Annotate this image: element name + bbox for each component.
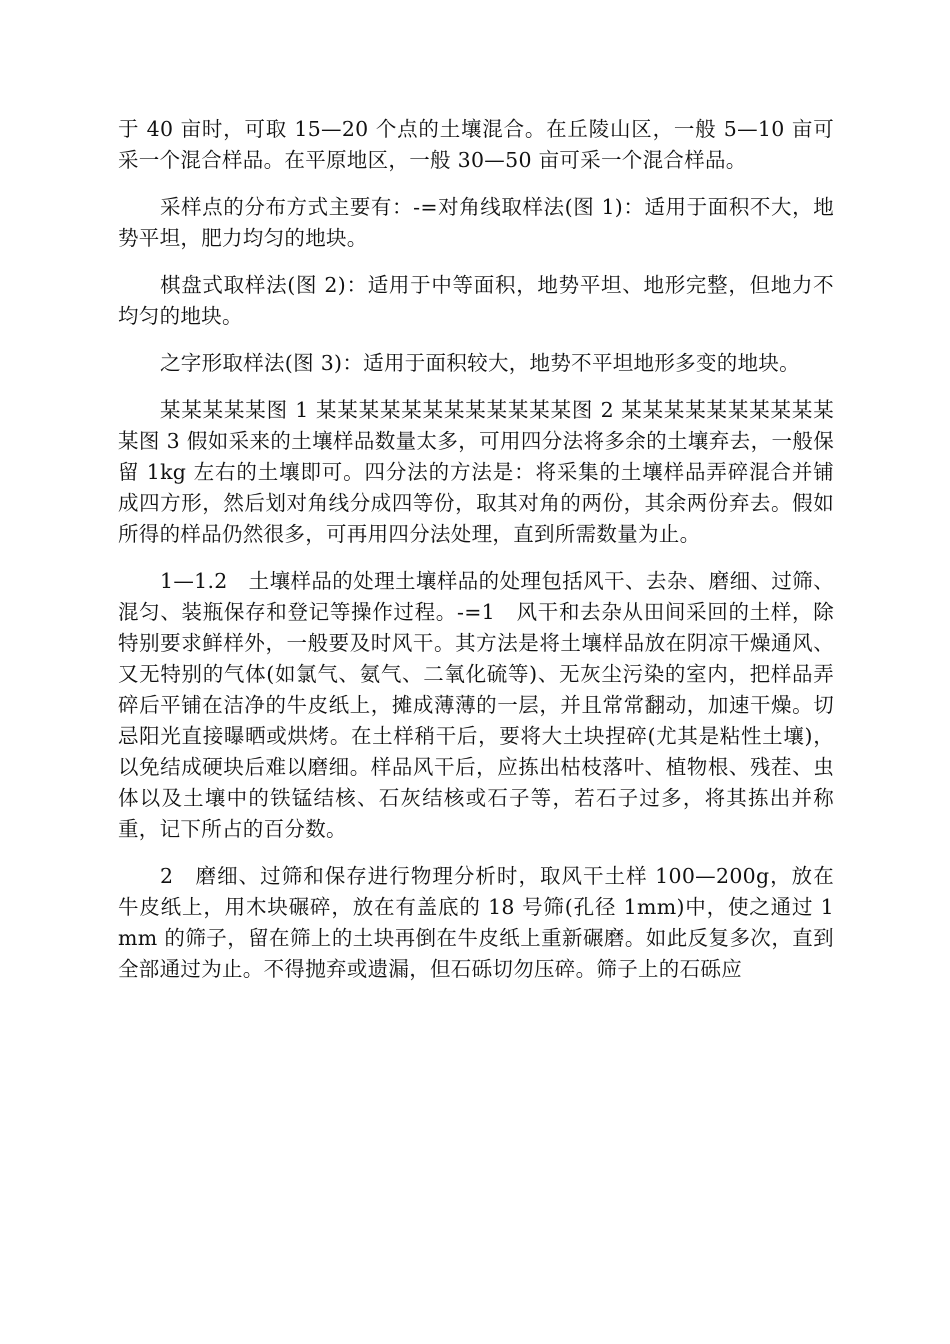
paragraph-quartering-method: 某某某某某图 1 某某某某某某某某某某某某图 2 某某某某某某某某某某某图 3 假如采来的土壤样品数量太多，可用四分法将多余的土壤弃去，一般保留 1kg 左右的土壤即可。四分法的方法是：将采集的土壤样品弄碎混合并铺成四方形，然后划对角线分成四等份，取其对角的两份，其余两份弃去。假如所得的样品仍然很多，可再用四分法处理，直到所需数量为止。 xyxy=(118,398,834,546)
paragraph-sample-processing: 1—1.2 土壤样品的处理土壤样品的处理包括风干、去杂、磨细、过筛、混匀、装瓶保存和登记等操作过程。-=1 风干和去杂从田间采回的土样，除特别要求鲜样外，一般要及时风干。其方法是将土壤样品放在阴凉干燥通风、又无特别的气体(如氯气、氨气、二氧化硫等)、无灰尘污染的室内，把样品弄碎后平铺在洁净的牛皮纸上，摊成薄薄的一层，并且常常翻动，加速干燥。切忌阳光直接曝晒或烘烤。在土样稍干后，要将大土块捏碎(尤其是粘性土壤)，以免结成硬块后难以磨细。样品风干后，应拣出枯枝落叶、植物根、残茬、虫体以及土壤中的铁锰结核、石灰结核或石子等，若石子过多，将其拣出并称重，记下所占的百分数。 xyxy=(118,569,834,841)
paragraph-grinding-sieving: 2 磨细、过筛和保存进行物理分析时，取风干土样 100—200g，放在牛皮纸上，用木块碾碎，放在有盖底的 18 号筛(孔径 1mm)中，使之通过 1mm 的筛子，留在筛上的土块再倒在牛皮纸上重新碾磨。如此反复多次，直到全部通过为止。不得抛弃或遗漏，但石砾切勿压碎。筛子上的石砾应 xyxy=(118,864,834,981)
paragraph-sampling-density: 于 40 亩时，可取 15—20 个点的土壤混合。在丘陵山区，一般 5—10 亩可采一个混合样品。在平原地区，一般 30—50 亩可采一个混合样品。 xyxy=(118,117,834,172)
paragraph-checkerboard-sampling: 棋盘式取样法(图 2)：适用于中等面积，地势平坦、地形完整，但地力不均匀的地块。 xyxy=(118,273,834,328)
document-page xyxy=(118,114,834,1001)
paragraph-diagonal-sampling: 采样点的分布方式主要有：-=对角线取样法(图 1)：适用于面积不大，地势平坦，肥力均匀的地块。 xyxy=(118,195,834,250)
paragraph-zigzag-sampling: 之字形取样法(图 3)：适用于面积较大，地势不平坦地形多变的地块。 xyxy=(160,351,800,375)
